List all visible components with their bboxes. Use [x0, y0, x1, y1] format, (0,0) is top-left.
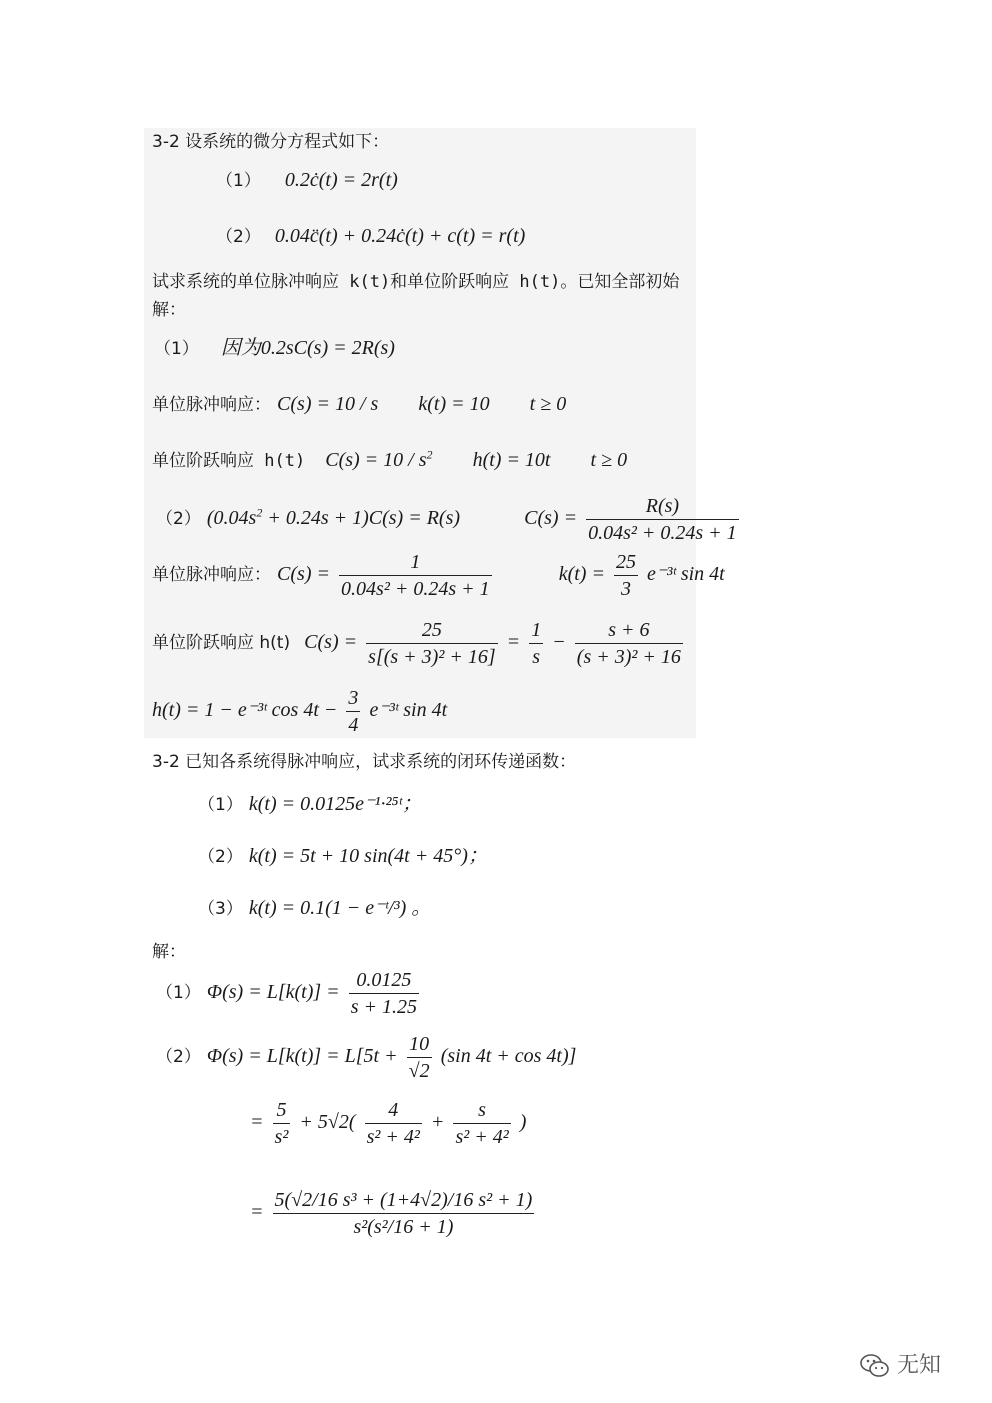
equation-1: （1） 0.2ċ(t) = 2r(t)	[216, 169, 398, 191]
solution-label: 解：	[152, 300, 186, 320]
fraction: $\frac{5}{\text{s²}}$	[274, 1098, 289, 1148]
sol3-part2: （2） Φ(s) = L[k(t)] = L[5t + $\frac{10}{√2}$ (sin 4t + cos 4t)]	[156, 1032, 577, 1082]
sol1-impulse: 单位脉冲响应： C(s) = 10 / s k(t) = 10 t ≥ 0	[152, 393, 567, 415]
sol2-equation: （2） $(0.04s^2 + 0.24s + 1)C(s) = R(s) C(s)$ = $\frac{R(s)}{\text{0.04s² + 0.24s + 1}}$	[156, 494, 737, 544]
problem-header-2: 3-2 已知各系统得脉冲响应，试求系统的闭环传递函数：	[152, 752, 577, 772]
fraction: $\frac{10}{√2}$	[408, 1032, 430, 1082]
sol3-part1: （1） Φ(s) = L[k(t)] = $\frac{0.0125}{s + 1.25}$	[156, 968, 417, 1018]
sol1-step: 单位阶跃响应 h(t) $C(s) = 10 / s^2$ h(t) = 10t t ≥ 0	[152, 447, 628, 471]
item-3: （3） k(t) = 0.1(1 − e⁻ᵗ/³) 。	[198, 897, 432, 919]
question-text: 试求系统的单位脉冲响应 k(t)和单位阶跃响应 h(t)。已知全部初始	[152, 272, 680, 292]
fraction: $\frac{4}{\text{s² + 4²}}$	[366, 1098, 420, 1148]
fraction: $\frac{3}{4}$	[348, 686, 359, 736]
fraction: $\frac{s}{\text{s² + 4²}}$	[455, 1098, 509, 1148]
fraction: $\frac{0.0125}{s + 1.25}$	[350, 968, 417, 1018]
fraction: $\frac{1}{\text{0.04s² + 0.24s + 1}}$	[341, 550, 490, 600]
problem-header: 3-2 设系统的微分方程式如下：	[152, 132, 390, 152]
sol3-step-d: = $\frac{\text{5(√2/16 s³ + (1+4√2)/16 s² + 1)}}{\text{s²(s²/16 + 1)}}$	[250, 1188, 533, 1238]
fraction: $\frac{R(s)}{\text{0.04s² + 0.24s + 1}}$	[588, 494, 737, 544]
item-2: （2） k(t) = 5t + 10 sin(4t + 45°)；	[198, 845, 488, 867]
sol2-h: h(t) = 1 − e⁻³ᵗ cos 4t − $\frac{3}{4}$ e⁻³ᵗ sin 4t	[152, 686, 448, 736]
fraction: $\frac{25}{3}$	[616, 550, 636, 600]
item-1: （1） k(t) = 0.0125e⁻¹·²⁵ᵗ；	[198, 793, 422, 815]
sol1-line1: （1） 因为0.2sC(s) = 2R(s)	[154, 337, 395, 359]
wechat-icon	[860, 1353, 897, 1378]
watermark-text: 无知	[897, 1353, 942, 1378]
sol2-impulse: 单位脉冲响应： C(s) = $\frac{1}{\text{0.04s² + 0.24s + 1}}$ k(t) = $\frac{25}{3}$ e⁻³ᵗ sin 4t	[152, 550, 725, 600]
fraction: $\frac{\text{5(√2/16 s³ + (1+4√2)/16 s² + 1)}}{\text{s²(s²/16 + 1)}}$	[274, 1188, 533, 1238]
fraction: $\frac{s + 6}{\text{(s + 3)² + 16}}$	[576, 618, 681, 668]
sol3-step-c: = $\frac{5}{\text{s²}}$ + 5√2( $\frac{4}{\text{s² + 4²}}$ + $\frac{s}{\text{s² + 4²}}$ )	[250, 1098, 527, 1148]
fraction: $\frac{1}{s}$	[531, 618, 542, 668]
sol2-step: 单位阶跃响应 h(t) C(s) = $\frac{25}{\text{s[(s + 3)² + 16]}}$ = $\frac{1}{s}$ − $\frac{s + 6}{\text{(s + 3)² + 16}}$	[152, 618, 681, 668]
fraction: $\frac{25}{\text{s[(s + 3)² + 16]}}$	[368, 618, 496, 668]
watermark	[860, 1348, 941, 1379]
solution-label-2: 解：	[152, 942, 186, 962]
equation-2: （2） 0.04c̈(t) + 0.24ċ(t) + c(t) = r(t)	[216, 225, 526, 247]
